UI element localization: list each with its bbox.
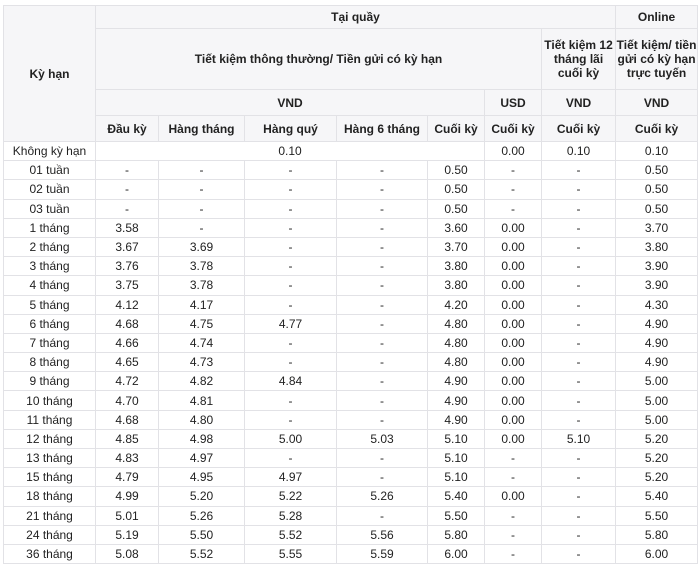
rate-cell-dau-ky: 5.19 — [96, 525, 159, 544]
rate-cell-cuoi-ky-vnd: 0.50 — [428, 199, 485, 218]
rate-cell-hang-6-thang: - — [337, 468, 428, 487]
rate-cell-hang-quy: - — [245, 410, 337, 429]
rate-cell-hang-thang: 3.78 — [159, 276, 245, 295]
rate-cell-cuoi-ky-usd: 0.00 — [485, 391, 542, 410]
rate-cell-cuoi-ky-12m: - — [542, 199, 616, 218]
term-cell: 2 tháng — [4, 237, 96, 256]
rate-cell-dau-ky: 4.72 — [96, 372, 159, 391]
rate-cell-hang-thang: 4.75 — [159, 314, 245, 333]
rate-cell-dau-ky: 5.01 — [96, 506, 159, 525]
rate-cell-hang-thang: 5.26 — [159, 506, 245, 525]
vnd-currency-header: VND — [96, 90, 485, 116]
term-cell: 9 tháng — [4, 372, 96, 391]
rate-cell-dau-ky: 4.12 — [96, 295, 159, 314]
rate-cell-cuoi-ky-12m: - — [542, 525, 616, 544]
rate-cell-cuoi-ky-usd: - — [485, 468, 542, 487]
rate-cell-cuoi-ky-12m: - — [542, 353, 616, 372]
rate-cell-cuoi-ky-vnd: 4.80 — [428, 314, 485, 333]
rate-cell-hang-quy: - — [245, 353, 337, 372]
rate-cell-hang-quy: - — [245, 295, 337, 314]
rate-cell-cuoi-ky-online: 5.20 — [616, 429, 698, 448]
term-cell: 10 tháng — [4, 391, 96, 410]
rate-cell-hang-6-thang: - — [337, 353, 428, 372]
table-row — [4, 314, 698, 333]
rate-cell-cuoi-ky-12m: - — [542, 276, 616, 295]
rate-cell-cuoi-ky-12m: - — [542, 391, 616, 410]
rate-cell-cuoi-ky-online: 0.50 — [616, 180, 698, 199]
table-row — [4, 506, 698, 525]
rate-cell-cuoi-ky-12m: - — [542, 180, 616, 199]
table-row — [4, 449, 698, 468]
rate-cell-hang-thang: 4.74 — [159, 333, 245, 352]
rate-cell-cuoi-ky-vnd: 0.50 — [428, 161, 485, 180]
rate-cell-cuoi-ky-12m: - — [542, 218, 616, 237]
rate-cell-cuoi-ky-vnd: 6.00 — [428, 544, 485, 563]
rate-cell-hang-quy: - — [245, 449, 337, 468]
rate-cell-cuoi-ky-vnd: 5.50 — [428, 506, 485, 525]
rate-cell-hang-6-thang: - — [337, 506, 428, 525]
rate-cell-hang-thang: 5.52 — [159, 544, 245, 563]
vnd-12m-currency-header: VND — [542, 90, 616, 116]
term-cell: 8 tháng — [4, 353, 96, 372]
rate-cell-hang-thang: 3.69 — [159, 237, 245, 256]
table-row — [4, 544, 698, 563]
rate-cell-cuoi-ky-12m: - — [542, 295, 616, 314]
rate-cell-hang-6-thang: - — [337, 199, 428, 218]
table-row — [4, 161, 698, 180]
rate-cell-dau-ky: 3.76 — [96, 257, 159, 276]
rate-cell-hang-thang: - — [159, 180, 245, 199]
rate-cell-dau-ky: 4.68 — [96, 410, 159, 429]
rate-cell-cuoi-ky-12m: - — [542, 161, 616, 180]
rate-cell-dau-ky: 5.08 — [96, 544, 159, 563]
rate-cell-cuoi-ky-vnd: 3.80 — [428, 257, 485, 276]
rate-cell-hang-quy: - — [245, 257, 337, 276]
regular-savings-header: Tiết kiệm thông thường/ Tiền gửi có kỳ hạn — [96, 29, 542, 90]
rate-cell-cuoi-ky-usd: 0.00 — [485, 353, 542, 372]
rate-cell-hang-quy: 4.97 — [245, 468, 337, 487]
rate-cell-cuoi-ky-usd: 0.00 — [485, 410, 542, 429]
rate-cell-hang-6-thang: - — [337, 257, 428, 276]
table-row — [4, 218, 698, 237]
rate-cell-cuoi-ky-vnd: 5.10 — [428, 449, 485, 468]
col-header-cuoi-ky-12m: Cuối kỳ — [542, 116, 616, 142]
rate-cell-hang-6-thang: - — [337, 161, 428, 180]
rate-cell-hang-6-thang: - — [337, 237, 428, 256]
table-row — [4, 372, 698, 391]
rate-cell-cuoi-ky-usd: - — [485, 525, 542, 544]
rate-cell-cuoi-ky-12m: - — [542, 410, 616, 429]
col-header-hang-thang: Hàng tháng — [159, 116, 245, 142]
rate-cell-hang-quy: - — [245, 180, 337, 199]
vnd-12m-rate-cell: 0.10 — [542, 142, 616, 161]
rate-cell-cuoi-ky-online: 3.80 — [616, 237, 698, 256]
rate-cell-cuoi-ky-vnd: 5.40 — [428, 487, 485, 506]
rate-cell-cuoi-ky-vnd: 0.50 — [428, 180, 485, 199]
rate-cell-cuoi-ky-usd: - — [485, 199, 542, 218]
term-cell: Không kỳ hạn — [4, 142, 96, 161]
rate-cell-hang-6-thang: - — [337, 410, 428, 429]
rate-cell-cuoi-ky-online: 5.40 — [616, 487, 698, 506]
rate-cell-hang-6-thang: - — [337, 391, 428, 410]
table-row — [4, 410, 698, 429]
table-row — [4, 295, 698, 314]
rate-cell-cuoi-ky-vnd: 5.10 — [428, 429, 485, 448]
rate-cell-hang-6-thang: - — [337, 276, 428, 295]
rate-cell-hang-6-thang: - — [337, 218, 428, 237]
term-cell: 24 tháng — [4, 525, 96, 544]
rate-cell-cuoi-ky-vnd: 4.80 — [428, 353, 485, 372]
rate-cell-cuoi-ky-usd: 0.00 — [485, 218, 542, 237]
rate-cell-hang-thang: - — [159, 161, 245, 180]
term-cell: 6 tháng — [4, 314, 96, 333]
table-row — [4, 237, 698, 256]
rate-cell-cuoi-ky-vnd: 5.80 — [428, 525, 485, 544]
rate-cell-hang-quy: 4.77 — [245, 314, 337, 333]
rate-cell-dau-ky: 3.58 — [96, 218, 159, 237]
rate-cell-hang-thang: 3.78 — [159, 257, 245, 276]
rate-cell-hang-quy: 5.55 — [245, 544, 337, 563]
rate-cell-cuoi-ky-online: 5.20 — [616, 449, 698, 468]
rate-cell-dau-ky: 3.67 — [96, 237, 159, 256]
rate-cell-dau-ky: 4.79 — [96, 468, 159, 487]
rate-cell-cuoi-ky-usd: 0.00 — [485, 276, 542, 295]
interest-rate-table — [3, 5, 698, 564]
rate-cell-hang-6-thang: 5.59 — [337, 544, 428, 563]
rate-cell-dau-ky: 3.75 — [96, 276, 159, 295]
rate-cell-cuoi-ky-online: 5.00 — [616, 391, 698, 410]
usd-rate-cell: 0.00 — [485, 142, 542, 161]
col-header-hang-quy: Hàng quý — [245, 116, 337, 142]
rate-cell-dau-ky: - — [96, 199, 159, 218]
term-cell: 1 tháng — [4, 218, 96, 237]
term-cell: 13 tháng — [4, 449, 96, 468]
term-cell: 15 tháng — [4, 468, 96, 487]
term-cell: 4 tháng — [4, 276, 96, 295]
usd-currency-header: USD — [485, 90, 542, 116]
rate-cell-hang-quy: - — [245, 161, 337, 180]
rate-cell-dau-ky: 4.65 — [96, 353, 159, 372]
rate-cell-hang-6-thang: - — [337, 449, 428, 468]
rate-cell-dau-ky: - — [96, 180, 159, 199]
term-cell: 36 tháng — [4, 544, 96, 563]
rate-cell-cuoi-ky-online: 5.00 — [616, 372, 698, 391]
online-header: Online — [616, 6, 698, 29]
rate-cell-hang-6-thang: - — [337, 314, 428, 333]
rate-cell-cuoi-ky-online: 3.90 — [616, 276, 698, 295]
term-cell: 3 tháng — [4, 257, 96, 276]
rate-cell-hang-thang: 4.98 — [159, 429, 245, 448]
rate-cell-cuoi-ky-vnd: 4.90 — [428, 391, 485, 410]
term-cell: 7 tháng — [4, 333, 96, 352]
rate-cell-hang-quy: 5.00 — [245, 429, 337, 448]
rate-cell-cuoi-ky-12m: - — [542, 449, 616, 468]
online-savings-header: Tiết kiệm/ tiền gửi có kỳ hạn trực tuyến — [616, 29, 698, 90]
rate-cell-hang-quy: 5.28 — [245, 506, 337, 525]
rate-cell-hang-6-thang: 5.56 — [337, 525, 428, 544]
term-cell: 12 tháng — [4, 429, 96, 448]
table-row — [4, 468, 698, 487]
rate-cell-hang-quy: - — [245, 237, 337, 256]
rate-cell-cuoi-ky-12m: - — [542, 314, 616, 333]
rate-cell-cuoi-ky-12m: - — [542, 544, 616, 563]
col-header-cuoi-ky-online: Cuối kỳ — [616, 116, 698, 142]
rate-cell-cuoi-ky-vnd: 4.90 — [428, 410, 485, 429]
rate-cell-cuoi-ky-online: 3.70 — [616, 218, 698, 237]
rate-cell-cuoi-ky-online: 0.50 — [616, 199, 698, 218]
term-cell: 01 tuần — [4, 161, 96, 180]
rate-cell-cuoi-ky-12m: - — [542, 333, 616, 352]
rate-cell-cuoi-ky-vnd: 5.10 — [428, 468, 485, 487]
table-row — [4, 180, 698, 199]
rate-cell-dau-ky: 4.66 — [96, 333, 159, 352]
rate-cell-dau-ky: 4.70 — [96, 391, 159, 410]
rate-cell-dau-ky: 4.83 — [96, 449, 159, 468]
table-row — [4, 257, 698, 276]
rate-cell-cuoi-ky-12m: - — [542, 506, 616, 525]
rate-cell-hang-thang: 4.95 — [159, 468, 245, 487]
rate-cell-cuoi-ky-online: 4.90 — [616, 353, 698, 372]
rate-cell-cuoi-ky-12m: - — [542, 257, 616, 276]
rate-cell-cuoi-ky-usd: 0.00 — [485, 333, 542, 352]
table-row — [4, 525, 698, 544]
term-cell: 03 tuần — [4, 199, 96, 218]
rate-cell-cuoi-ky-online: 5.00 — [616, 410, 698, 429]
rate-cell-hang-6-thang: - — [337, 372, 428, 391]
rate-cell-hang-thang: 4.17 — [159, 295, 245, 314]
rate-cell-cuoi-ky-usd: 0.00 — [485, 314, 542, 333]
table-row-no-term — [4, 142, 698, 161]
term-cell: 21 tháng — [4, 506, 96, 525]
rate-cell-cuoi-ky-12m: 5.10 — [542, 429, 616, 448]
rate-cell-hang-thang: - — [159, 199, 245, 218]
table-row — [4, 276, 698, 295]
table-row — [4, 199, 698, 218]
term-cell: 5 tháng — [4, 295, 96, 314]
rate-cell-hang-quy: - — [245, 218, 337, 237]
rate-cell-cuoi-ky-online: 3.90 — [616, 257, 698, 276]
rate-cell-cuoi-ky-12m: - — [542, 237, 616, 256]
rate-cell-cuoi-ky-usd: 0.00 — [485, 372, 542, 391]
rate-cell-cuoi-ky-usd: - — [485, 544, 542, 563]
rate-cell-cuoi-ky-usd: - — [485, 506, 542, 525]
rate-cell-dau-ky: 4.68 — [96, 314, 159, 333]
rate-cell-cuoi-ky-online: 4.30 — [616, 295, 698, 314]
table-row — [4, 429, 698, 448]
rate-cell-cuoi-ky-usd: 0.00 — [485, 295, 542, 314]
rate-cell-cuoi-ky-vnd: 4.90 — [428, 372, 485, 391]
rate-cell-dau-ky: 4.85 — [96, 429, 159, 448]
rate-cell-cuoi-ky-online: 4.90 — [616, 314, 698, 333]
counter-header: Tại quầy — [96, 6, 616, 29]
rate-cell-cuoi-ky-12m: - — [542, 487, 616, 506]
col-header-cuoi-ky-vnd: Cuối kỳ — [428, 116, 485, 142]
rate-cell-hang-thang: 5.20 — [159, 487, 245, 506]
rate-cell-cuoi-ky-vnd: 3.60 — [428, 218, 485, 237]
rate-cell-hang-6-thang: - — [337, 333, 428, 352]
rate-cell-cuoi-ky-vnd: 3.70 — [428, 237, 485, 256]
rate-cell-cuoi-ky-online: 5.50 — [616, 506, 698, 525]
rate-cell-hang-thang: 4.80 — [159, 410, 245, 429]
rate-cell-hang-quy: - — [245, 276, 337, 295]
rate-cell-hang-6-thang: - — [337, 295, 428, 314]
rate-cell-cuoi-ky-usd: - — [485, 161, 542, 180]
rate-cell-hang-thang: - — [159, 218, 245, 237]
savings-12m-header: Tiết kiệm 12 tháng lãi cuối kỳ — [542, 29, 616, 90]
term-cell: 18 tháng — [4, 487, 96, 506]
rate-cell-cuoi-ky-online: 4.90 — [616, 333, 698, 352]
rate-cell-cuoi-ky-usd: 0.00 — [485, 487, 542, 506]
rate-cell-hang-thang: 4.73 — [159, 353, 245, 372]
rate-cell-cuoi-ky-12m: - — [542, 372, 616, 391]
rate-cell-hang-quy: - — [245, 391, 337, 410]
rate-cell-cuoi-ky-online: 5.80 — [616, 525, 698, 544]
rate-cell-cuoi-ky-usd: 0.00 — [485, 237, 542, 256]
online-rate-cell: 0.10 — [616, 142, 698, 161]
table-row — [4, 391, 698, 410]
term-cell: 11 tháng — [4, 410, 96, 429]
rate-cell-hang-quy: - — [245, 333, 337, 352]
vnd-merged-rate-cell: 0.10 — [96, 142, 485, 161]
rate-cell-hang-thang: 4.97 — [159, 449, 245, 468]
col-header-hang-6-thang: Hàng 6 tháng — [337, 116, 428, 142]
term-cell: 02 tuần — [4, 180, 96, 199]
rate-cell-cuoi-ky-online: 6.00 — [616, 544, 698, 563]
rate-cell-cuoi-ky-usd: 0.00 — [485, 429, 542, 448]
table-row — [4, 487, 698, 506]
rate-cell-hang-quy: 5.22 — [245, 487, 337, 506]
rate-cell-cuoi-ky-usd: - — [485, 180, 542, 199]
vnd-online-currency-header: VND — [616, 90, 698, 116]
rate-cell-cuoi-ky-12m: - — [542, 468, 616, 487]
rate-cell-dau-ky: - — [96, 161, 159, 180]
rate-cell-hang-thang: 4.81 — [159, 391, 245, 410]
rate-cell-hang-quy: - — [245, 199, 337, 218]
rate-cell-cuoi-ky-usd: 0.00 — [485, 257, 542, 276]
rate-cell-cuoi-ky-online: 5.20 — [616, 468, 698, 487]
col-header-dau-ky: Đầu kỳ — [96, 116, 159, 142]
rate-cell-hang-quy: 5.52 — [245, 525, 337, 544]
rate-cell-hang-6-thang: 5.03 — [337, 429, 428, 448]
rate-cell-cuoi-ky-online: 0.50 — [616, 161, 698, 180]
rate-cell-hang-thang: 5.50 — [159, 525, 245, 544]
rate-cell-cuoi-ky-vnd: 4.80 — [428, 333, 485, 352]
rate-cell-hang-quy: 4.84 — [245, 372, 337, 391]
rate-cell-hang-6-thang: 5.26 — [337, 487, 428, 506]
rate-cell-cuoi-ky-vnd: 3.80 — [428, 276, 485, 295]
col-header-cuoi-ky-usd: Cuối kỳ — [485, 116, 542, 142]
rate-cell-cuoi-ky-vnd: 4.20 — [428, 295, 485, 314]
table-row — [4, 333, 698, 352]
rate-cell-cuoi-ky-usd: - — [485, 449, 542, 468]
term-header: Kỳ hạn — [4, 6, 96, 142]
table-row — [4, 353, 698, 372]
rate-cell-hang-thang: 4.82 — [159, 372, 245, 391]
rate-cell-hang-6-thang: - — [337, 180, 428, 199]
rate-cell-dau-ky: 4.99 — [96, 487, 159, 506]
